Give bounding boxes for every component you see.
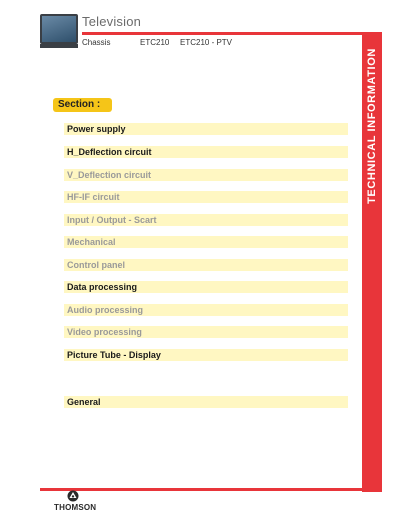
section-item[interactable]: Data processing bbox=[64, 281, 348, 293]
section-item: Control panel bbox=[64, 259, 348, 271]
section-item: Input / Output - Scart bbox=[64, 214, 348, 226]
chassis-label: Chassis bbox=[82, 38, 111, 47]
section-item: Video processing bbox=[64, 326, 348, 338]
thomson-logo-icon bbox=[67, 490, 79, 502]
section-item[interactable]: Power supply bbox=[64, 123, 348, 135]
section-badge: Section : bbox=[53, 98, 112, 112]
section-item[interactable]: General bbox=[64, 396, 348, 408]
chassis-model-1: ETC210 bbox=[140, 38, 170, 47]
section-item: Mechanical bbox=[64, 236, 348, 248]
section-item: Audio processing bbox=[64, 304, 348, 316]
brand-name: THOMSON bbox=[54, 503, 97, 512]
chassis-model-2: ETC210 - PTV bbox=[180, 38, 233, 47]
section-item[interactable]: H_Deflection circuit bbox=[64, 146, 348, 158]
section-item[interactable]: Picture Tube - Display bbox=[64, 349, 348, 361]
section-item: V_Deflection circuit bbox=[64, 169, 348, 181]
side-band-label: TECHNICAL INFORMATION bbox=[366, 48, 378, 204]
page-title: Television bbox=[82, 14, 142, 29]
television-icon bbox=[40, 14, 78, 44]
section-item: HF-IF circuit bbox=[64, 191, 348, 203]
bottom-divider bbox=[40, 488, 382, 491]
top-divider bbox=[82, 32, 382, 35]
